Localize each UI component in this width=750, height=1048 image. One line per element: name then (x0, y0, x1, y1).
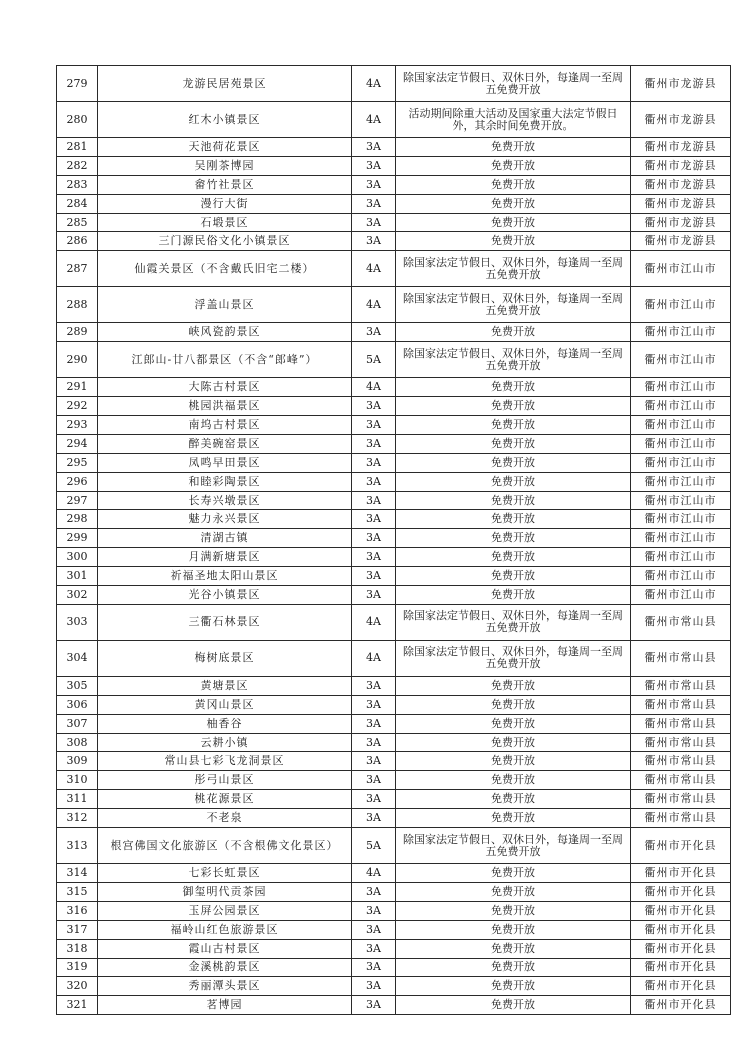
scenic-area-name: 祈福圣地太阳山景区 (98, 567, 352, 586)
row-number: 293 (57, 416, 98, 435)
scenic-area-level: 3A (352, 529, 396, 548)
free-admission-policy: 免费开放 (396, 771, 631, 790)
free-admission-policy: 免费开放 (396, 416, 631, 435)
scenic-area-level: 3A (352, 939, 396, 958)
table-row (57, 640, 731, 676)
table-row (57, 828, 731, 864)
free-admission-policy: 免费开放 (396, 958, 631, 977)
free-admission-policy: 除国家法定节假日、双休日外，每逢周一至周五免费开放 (396, 640, 631, 676)
scenic-area-level: 4A (352, 66, 396, 102)
table-row (57, 397, 731, 416)
table-row (57, 586, 731, 605)
scenic-area-name: 江郎山-廿八都景区（不含“郎峰”） (98, 342, 352, 378)
table-row (57, 977, 731, 996)
row-number: 297 (57, 491, 98, 510)
region: 衢州市江山市 (631, 529, 731, 548)
table-row (57, 453, 731, 472)
region: 衢州市常山县 (631, 771, 731, 790)
scenic-area-level: 4A (352, 102, 396, 138)
scenic-area-level: 3A (352, 809, 396, 828)
scenic-area-name: 月满新塘景区 (98, 548, 352, 567)
free-admission-policy: 免费开放 (396, 882, 631, 901)
scenic-area-name: 吴刚茶博园 (98, 156, 352, 175)
table-row (57, 102, 731, 138)
region: 衢州市常山县 (631, 809, 731, 828)
row-number: 296 (57, 472, 98, 491)
region: 衢州市开化县 (631, 828, 731, 864)
region: 衢州市开化县 (631, 958, 731, 977)
scenic-area-level: 5A (352, 828, 396, 864)
region: 衢州市常山县 (631, 714, 731, 733)
scenic-area-name: 和睦彩陶景区 (98, 472, 352, 491)
region: 衢州市江山市 (631, 510, 731, 529)
table-row (57, 213, 731, 232)
scenic-area-level: 4A (352, 604, 396, 640)
region: 衢州市江山市 (631, 434, 731, 453)
table-row (57, 676, 731, 695)
scenic-area-name: 常山县七彩飞龙洞景区 (98, 752, 352, 771)
scenic-area-level: 3A (352, 138, 396, 157)
region: 衢州市江山市 (631, 548, 731, 567)
scenic-area-level: 4A (352, 640, 396, 676)
scenic-area-level: 3A (352, 416, 396, 435)
scenic-area-level: 4A (352, 251, 396, 287)
table-row (57, 809, 731, 828)
table-row (57, 232, 731, 251)
region: 衢州市龙游县 (631, 138, 731, 157)
row-number: 286 (57, 232, 98, 251)
free-admission-policy: 免费开放 (396, 548, 631, 567)
scenic-area-level: 3A (352, 977, 396, 996)
table-row (57, 491, 731, 510)
region: 衢州市龙游县 (631, 213, 731, 232)
region: 衢州市开化县 (631, 996, 731, 1015)
table-row (57, 996, 731, 1015)
region: 衢州市江山市 (631, 567, 731, 586)
scenic-area-name: 龙游民居苑景区 (98, 66, 352, 102)
scenic-area-name: 浮盖山景区 (98, 287, 352, 323)
free-admission-policy: 免费开放 (396, 378, 631, 397)
row-number: 317 (57, 920, 98, 939)
row-number: 319 (57, 958, 98, 977)
table-row (57, 378, 731, 397)
scenic-area-level: 3A (352, 472, 396, 491)
table-row (57, 695, 731, 714)
region: 衢州市开化县 (631, 977, 731, 996)
free-admission-policy: 除国家法定节假日、双休日外，每逢周一至周五免费开放 (396, 66, 631, 102)
row-number: 305 (57, 676, 98, 695)
row-number: 302 (57, 586, 98, 605)
region: 衢州市江山市 (631, 287, 731, 323)
free-admission-policy: 免费开放 (396, 864, 631, 883)
free-admission-policy: 免费开放 (396, 676, 631, 695)
scenic-area-name: 梅树底景区 (98, 640, 352, 676)
scenic-area-name: 长寿兴墩景区 (98, 491, 352, 510)
table-row (57, 66, 731, 102)
free-admission-policy: 活动期间除重大活动及国家重大法定节假日外，其余时间免费开放。 (396, 102, 631, 138)
row-number: 288 (57, 287, 98, 323)
scenic-area-level: 3A (352, 323, 396, 342)
scenic-area-name: 大陈古村景区 (98, 378, 352, 397)
free-admission-policy: 免费开放 (396, 586, 631, 605)
scenic-area-name: 魅力永兴景区 (98, 510, 352, 529)
free-admission-policy: 免费开放 (396, 175, 631, 194)
region: 衢州市开化县 (631, 901, 731, 920)
free-admission-policy: 免费开放 (396, 567, 631, 586)
row-number: 285 (57, 213, 98, 232)
region: 衢州市龙游县 (631, 175, 731, 194)
region: 衢州市龙游县 (631, 232, 731, 251)
row-number: 314 (57, 864, 98, 883)
scenic-area-level: 3A (352, 232, 396, 251)
scenic-area-level: 3A (352, 771, 396, 790)
scenic-area-level: 3A (352, 752, 396, 771)
scenic-area-level: 3A (352, 920, 396, 939)
free-admission-policy: 免费开放 (396, 752, 631, 771)
table-row (57, 510, 731, 529)
free-admission-policy: 免费开放 (396, 920, 631, 939)
row-number: 299 (57, 529, 98, 548)
region: 衢州市江山市 (631, 416, 731, 435)
row-number: 298 (57, 510, 98, 529)
table-row (57, 864, 731, 883)
free-admission-policy: 免费开放 (396, 510, 631, 529)
row-number: 307 (57, 714, 98, 733)
scenic-area-name: 光谷小镇景区 (98, 586, 352, 605)
row-number: 294 (57, 434, 98, 453)
scenic-area-name: 石塅景区 (98, 213, 352, 232)
region: 衢州市江山市 (631, 491, 731, 510)
table-row (57, 287, 731, 323)
free-admission-policy: 免费开放 (396, 434, 631, 453)
scenic-area-name: 茗博园 (98, 996, 352, 1015)
row-number: 281 (57, 138, 98, 157)
row-number: 311 (57, 790, 98, 809)
scenic-area-name: 玉屏公园景区 (98, 901, 352, 920)
row-number: 291 (57, 378, 98, 397)
region: 衢州市江山市 (631, 323, 731, 342)
scenic-area-level: 3A (352, 491, 396, 510)
table-row (57, 714, 731, 733)
free-admission-policy: 免费开放 (396, 901, 631, 920)
scenic-area-level: 3A (352, 695, 396, 714)
scenic-area-level: 3A (352, 901, 396, 920)
scenic-area-level: 3A (352, 567, 396, 586)
table-row (57, 920, 731, 939)
row-number: 316 (57, 901, 98, 920)
scenic-area-level: 3A (352, 453, 396, 472)
scenic-area-level: 4A (352, 287, 396, 323)
scenic-area-name: 红木小镇景区 (98, 102, 352, 138)
free-admission-policy: 免费开放 (396, 194, 631, 213)
scenic-area-level: 3A (352, 397, 396, 416)
table-row (57, 529, 731, 548)
row-number: 303 (57, 604, 98, 640)
scenic-area-level: 3A (352, 586, 396, 605)
region: 衢州市开化县 (631, 882, 731, 901)
free-admission-policy: 免费开放 (396, 323, 631, 342)
row-number: 310 (57, 771, 98, 790)
table-row (57, 323, 731, 342)
row-number: 280 (57, 102, 98, 138)
scenic-area-name: 霞山古村景区 (98, 939, 352, 958)
scenic-area-name: 天池荷花景区 (98, 138, 352, 157)
free-admission-policy: 除国家法定节假日、双休日外，每逢周一至周五免费开放 (396, 287, 631, 323)
free-admission-policy: 免费开放 (396, 529, 631, 548)
scenic-area-level: 3A (352, 714, 396, 733)
free-admission-policy: 除国家法定节假日、双休日外，每逢周一至周五免费开放 (396, 828, 631, 864)
scenic-area-level: 3A (352, 882, 396, 901)
region: 衢州市江山市 (631, 397, 731, 416)
scenic-area-level: 3A (352, 996, 396, 1015)
region: 衢州市江山市 (631, 472, 731, 491)
scenic-area-name: 福岭山红色旅游景区 (98, 920, 352, 939)
scenic-area-name: 醉美碗窑景区 (98, 434, 352, 453)
scenic-area-name: 根宫佛国文化旅游区（不含根佛文化景区） (98, 828, 352, 864)
row-number: 289 (57, 323, 98, 342)
free-admission-policy: 免费开放 (396, 232, 631, 251)
row-number: 290 (57, 342, 98, 378)
free-admission-policy: 免费开放 (396, 491, 631, 510)
region: 衢州市常山县 (631, 790, 731, 809)
scenic-area-name: 三衢石林景区 (98, 604, 352, 640)
region: 衢州市龙游县 (631, 66, 731, 102)
scenic-area-level: 3A (352, 175, 396, 194)
scenic-area-name: 七彩长虹景区 (98, 864, 352, 883)
region: 衢州市江山市 (631, 251, 731, 287)
scenic-area-level: 3A (352, 958, 396, 977)
table-row (57, 752, 731, 771)
row-number: 301 (57, 567, 98, 586)
free-admission-policy: 除国家法定节假日、双休日外，每逢周一至周五免费开放 (396, 342, 631, 378)
free-admission-policy: 免费开放 (396, 714, 631, 733)
free-admission-policy: 免费开放 (396, 939, 631, 958)
scenic-area-name: 云耕小镇 (98, 733, 352, 752)
region: 衢州市江山市 (631, 453, 731, 472)
scenic-area-table (56, 65, 731, 1015)
scenic-area-name: 凤鸣早田景区 (98, 453, 352, 472)
scenic-area-level: 5A (352, 342, 396, 378)
row-number: 309 (57, 752, 98, 771)
scenic-area-name: 黄塘景区 (98, 676, 352, 695)
region: 衢州市常山县 (631, 640, 731, 676)
table-row (57, 434, 731, 453)
scenic-area-name: 峡风瓷韵景区 (98, 323, 352, 342)
scenic-area-level: 3A (352, 434, 396, 453)
free-admission-policy: 免费开放 (396, 977, 631, 996)
scenic-area-name: 清湖古镇 (98, 529, 352, 548)
free-admission-policy: 免费开放 (396, 733, 631, 752)
region: 衢州市常山县 (631, 676, 731, 695)
table-row (57, 194, 731, 213)
row-number: 312 (57, 809, 98, 828)
free-admission-policy: 免费开放 (396, 996, 631, 1015)
table-row (57, 939, 731, 958)
scenic-area-name: 仙霞关景区（不含戴氏旧宅二楼） (98, 251, 352, 287)
row-number: 315 (57, 882, 98, 901)
table-body (57, 66, 731, 1015)
free-admission-policy: 免费开放 (396, 213, 631, 232)
table-row (57, 604, 731, 640)
free-admission-policy: 除国家法定节假日、双休日外，每逢周一至周五免费开放 (396, 604, 631, 640)
table-row (57, 567, 731, 586)
free-admission-policy: 免费开放 (396, 397, 631, 416)
region: 衢州市开化县 (631, 939, 731, 958)
free-admission-policy: 免费开放 (396, 809, 631, 828)
scenic-area-name: 彤弓山景区 (98, 771, 352, 790)
scenic-area-name: 柚香谷 (98, 714, 352, 733)
scenic-area-name: 黄冈山景区 (98, 695, 352, 714)
scenic-area-level: 3A (352, 790, 396, 809)
table-row (57, 251, 731, 287)
row-number: 300 (57, 548, 98, 567)
scenic-area-name: 金溪桃韵景区 (98, 958, 352, 977)
scenic-area-name: 不老泉 (98, 809, 352, 828)
row-number: 320 (57, 977, 98, 996)
free-admission-policy: 免费开放 (396, 695, 631, 714)
row-number: 284 (57, 194, 98, 213)
free-admission-policy: 免费开放 (396, 138, 631, 157)
region: 衢州市龙游县 (631, 194, 731, 213)
table-row (57, 175, 731, 194)
region: 衢州市江山市 (631, 378, 731, 397)
free-admission-policy: 除国家法定节假日、双休日外，每逢周一至周五免费开放 (396, 251, 631, 287)
scenic-area-level: 3A (352, 194, 396, 213)
scenic-area-name: 桃园洪福景区 (98, 397, 352, 416)
row-number: 308 (57, 733, 98, 752)
table-row (57, 156, 731, 175)
free-admission-policy: 免费开放 (396, 790, 631, 809)
row-number: 321 (57, 996, 98, 1015)
free-admission-policy: 免费开放 (396, 156, 631, 175)
row-number: 306 (57, 695, 98, 714)
table-row (57, 882, 731, 901)
region: 衢州市开化县 (631, 920, 731, 939)
scenic-area-level: 3A (352, 156, 396, 175)
table-row (57, 548, 731, 567)
scenic-area-level: 3A (352, 676, 396, 695)
row-number: 318 (57, 939, 98, 958)
scenic-area-level: 3A (352, 733, 396, 752)
region: 衢州市开化县 (631, 864, 731, 883)
table-row (57, 901, 731, 920)
table-row (57, 138, 731, 157)
table-row (57, 958, 731, 977)
scenic-area-name: 畲竹社景区 (98, 175, 352, 194)
row-number: 283 (57, 175, 98, 194)
scenic-area-name: 三门源民俗文化小镇景区 (98, 232, 352, 251)
free-admission-policy: 免费开放 (396, 472, 631, 491)
region: 衢州市常山县 (631, 752, 731, 771)
scenic-area-level: 3A (352, 213, 396, 232)
scenic-area-name: 南坞古村景区 (98, 416, 352, 435)
table-row (57, 771, 731, 790)
region: 衢州市龙游县 (631, 102, 731, 138)
row-number: 287 (57, 251, 98, 287)
scenic-area-level: 3A (352, 548, 396, 567)
table-row (57, 790, 731, 809)
region: 衢州市常山县 (631, 695, 731, 714)
scenic-area-name: 漫行大街 (98, 194, 352, 213)
row-number: 279 (57, 66, 98, 102)
row-number: 292 (57, 397, 98, 416)
row-number: 295 (57, 453, 98, 472)
free-admission-policy: 免费开放 (396, 453, 631, 472)
row-number: 313 (57, 828, 98, 864)
row-number: 304 (57, 640, 98, 676)
scenic-area-name: 御玺明代贡茶园 (98, 882, 352, 901)
region: 衢州市常山县 (631, 604, 731, 640)
scenic-area-level: 3A (352, 510, 396, 529)
region: 衢州市江山市 (631, 586, 731, 605)
table-row (57, 342, 731, 378)
region: 衢州市常山县 (631, 733, 731, 752)
table-row (57, 733, 731, 752)
region: 衢州市江山市 (631, 342, 731, 378)
scenic-area-name: 秀丽潭头景区 (98, 977, 352, 996)
table-row (57, 472, 731, 491)
row-number: 282 (57, 156, 98, 175)
region: 衢州市龙游县 (631, 156, 731, 175)
scenic-area-name: 桃花源景区 (98, 790, 352, 809)
table-row (57, 416, 731, 435)
scenic-area-level: 4A (352, 864, 396, 883)
scenic-area-level: 4A (352, 378, 396, 397)
